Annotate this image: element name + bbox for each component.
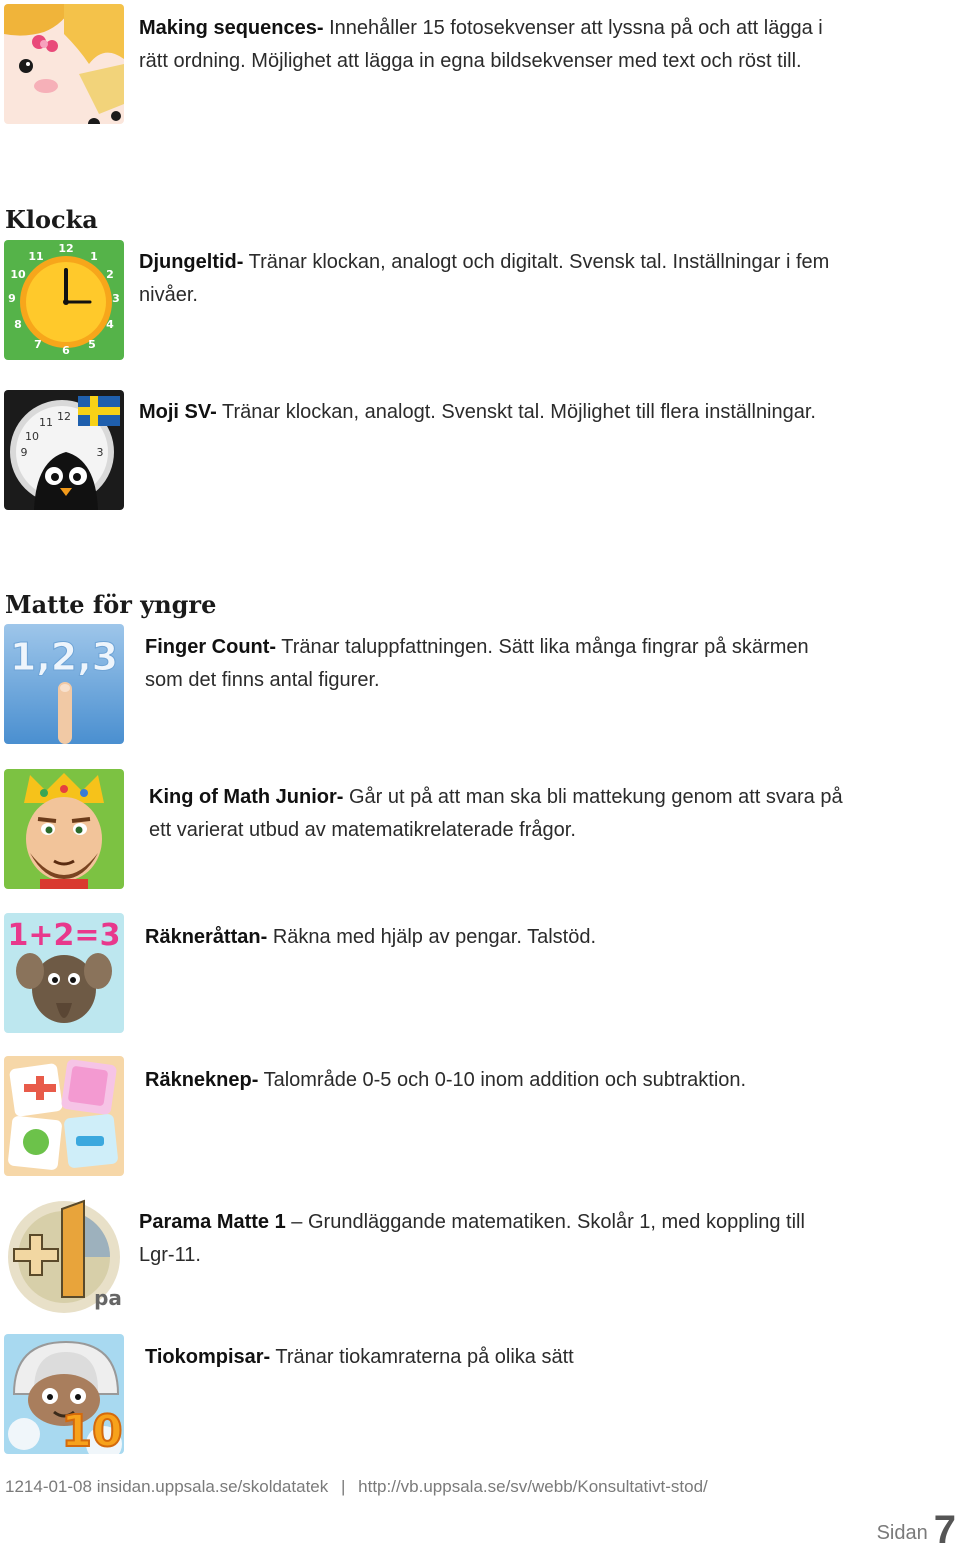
clock-number: 11 bbox=[28, 250, 44, 263]
app-name: Moji SV- bbox=[139, 401, 217, 423]
tiokompisar-label: 10 bbox=[61, 1406, 123, 1454]
page-footer bbox=[5, 1477, 708, 1497]
finger-count-icon bbox=[4, 624, 124, 744]
app-name: King of Math Junior- bbox=[149, 786, 344, 808]
page-number bbox=[877, 1508, 956, 1553]
app-name: Räkneråttan- bbox=[145, 926, 268, 948]
app-name: Tiokompisar- bbox=[145, 1346, 271, 1368]
rakneratten-label: 1+2=3 bbox=[7, 918, 121, 953]
rakneknep-icon bbox=[4, 1056, 124, 1176]
app-name: Räkneknep- bbox=[145, 1069, 259, 1091]
moji-sv-text bbox=[139, 396, 839, 429]
section-title-matte: Matte för yngre bbox=[5, 590, 217, 619]
king-of-math-text bbox=[149, 781, 849, 847]
rakneratten-text bbox=[145, 921, 845, 954]
page-label: Sidan bbox=[876, 1522, 928, 1544]
app-name: Djungeltid- bbox=[139, 251, 244, 273]
rakneratten-icon bbox=[4, 913, 124, 1033]
parama-label: pa bbox=[94, 1286, 122, 1310]
djungeltid-text bbox=[139, 246, 839, 312]
app-desc: Går ut på att man ska bli mattekung genom att svara på ett varierat utbud av matematikrelaterade frågor. bbox=[149, 786, 843, 841]
tiokompisar-icon bbox=[4, 1334, 124, 1454]
clock-number: 1 bbox=[90, 250, 98, 263]
app-name: Parama Matte 1 bbox=[139, 1211, 286, 1233]
clock-number: 12 bbox=[58, 242, 74, 255]
clock-number: 9 bbox=[8, 292, 16, 305]
moji-number: 3 bbox=[96, 446, 104, 459]
moji-number: 9 bbox=[20, 446, 28, 459]
clock-number: 6 bbox=[62, 344, 70, 357]
moji-clock-icon bbox=[4, 390, 124, 510]
finger-count-label: 1,2,3 bbox=[9, 635, 119, 679]
app-desc: Tränar taluppfattningen. Sätt lika många fingrar på skärmen som det finns antal figurer. bbox=[145, 636, 809, 691]
app-desc: Tränar klockan, analogt. Svenskt tal. Möjlighet till flera inställningar. bbox=[216, 401, 816, 423]
rakneknep-text bbox=[145, 1064, 845, 1097]
app-desc: – Grundläggande matematiken. Skolår 1, med koppling till Lgr-11. bbox=[139, 1211, 805, 1266]
clock-number: 3 bbox=[112, 292, 120, 305]
moji-number: 12 bbox=[57, 410, 71, 423]
footer-date: 1214-01-08 bbox=[5, 1477, 92, 1496]
clock-number: 4 bbox=[106, 318, 114, 331]
clock-icon bbox=[4, 240, 124, 360]
app-name: Making sequences- bbox=[139, 17, 324, 39]
footer-separator: | bbox=[340, 1477, 346, 1496]
clock-number: 7 bbox=[34, 338, 42, 351]
app-desc: Tränar tiokamraterna på olika sätt bbox=[270, 1346, 574, 1368]
footer-link-vb[interactable]: http://vb.uppsala.se/sv/webb/Konsultativt-stod/ bbox=[358, 1477, 708, 1496]
moji-number: 10 bbox=[25, 430, 39, 443]
app-name: Finger Count- bbox=[145, 636, 277, 658]
moji-number: 11 bbox=[39, 416, 53, 429]
parama-matte-icon bbox=[4, 1197, 124, 1317]
finger-count-text bbox=[145, 631, 845, 697]
page-number-value: 7 bbox=[933, 1508, 956, 1552]
section-title-klocka: Klocka bbox=[5, 205, 98, 234]
app-desc: Tränar klockan, analogt och digitalt. Svensk tal. Inställningar i fem nivåer. bbox=[139, 251, 830, 306]
making-sequences-text bbox=[139, 12, 839, 78]
app-desc: Innehåller 15 fotosekvenser att lyssna på och att lägga i rätt ordning. Möjlighet att lägga in egna bildsekvenser med text och röst till. bbox=[139, 17, 823, 72]
parama-matte-text bbox=[139, 1206, 839, 1272]
tiokompisar-text bbox=[145, 1341, 845, 1374]
making-sequences-icon bbox=[4, 4, 124, 124]
app-desc: Räkna med hjälp av pengar. Talstöd. bbox=[267, 926, 596, 948]
app-desc: Talområde 0-5 och 0-10 inom addition och subtraktion. bbox=[258, 1069, 747, 1091]
clock-number: 10 bbox=[10, 268, 26, 281]
clock-number: 8 bbox=[14, 318, 22, 331]
clock-number: 5 bbox=[88, 338, 96, 351]
king-of-math-icon bbox=[4, 769, 124, 889]
clock-number: 2 bbox=[106, 268, 114, 281]
footer-link-insidan[interactable]: insidan.uppsala.se/skoldatatek bbox=[96, 1477, 329, 1496]
